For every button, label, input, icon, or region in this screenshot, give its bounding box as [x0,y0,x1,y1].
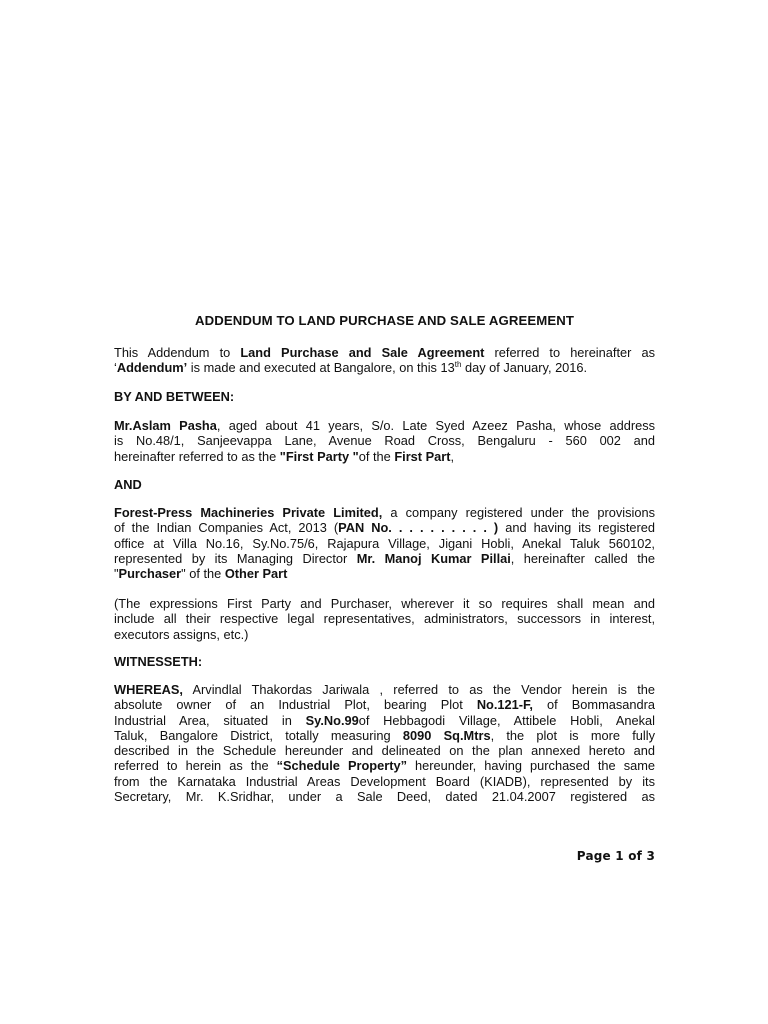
whereas-line-8: Secretary, Mr. K.Sridhar, under a Sale Deed, dated 21.04.2007 registered as [114,789,655,805]
witnesseth-heading: WITNESSETH: [114,654,203,669]
second-party-line-4: represented by its Managing Director Mr. Manoj Kumar Pillai, hereinafter called the [114,550,655,566]
document-page [114,0,655,1024]
by-and-between-heading: BY AND BETWEEN: [114,389,235,404]
first-party-line-3: hereinafter referred to as the "First Party "of the First Part, [114,448,455,464]
second-party-paragraph [114,505,655,581]
intro-line-1: This Addendum to Land Purchase and Sale Agreement referred to hereinafter as [114,345,655,360]
first-party-line-1: Mr.Aslam Pasha, aged about 41 years, S/o. Late Syed Azeez Pasha, whose address [114,418,655,433]
second-party-line-2: of the Indian Companies Act, 2013 (PAN No. . . . . . . . . . ) and having its registered [114,520,655,536]
intro-paragraph [114,345,655,376]
expressions-paragraph [114,596,655,642]
page-number: Page 1 of 3 [576,849,655,863]
whereas-line-5: described in the Schedule hereunder and delineated on the plan annexed hereto and [114,743,655,759]
whereas-line-2: absolute owner of an Industrial Plot, bearing Plot No.121-F, of Bommasandra [114,697,655,713]
expressions-line-3: executors assigns, etc.) [114,626,249,642]
second-party-line-3: office at Villa No.16, Sy.No.75/6, Rajapura Village, Jigani Hobli, Anekal Taluk 560102, [114,535,655,551]
whereas-line-7: from the Karnataka Industrial Areas Development Board (KIADB), represented by its [114,773,655,789]
second-party-line-5: "Purchaser" of the Other Part [114,566,288,582]
first-party-line-2: is No.48/1, Sanjeevappa Lane, Avenue Road Cross, Bengaluru - 560 002 and [114,433,655,449]
expressions-line-1: (The expressions First Party and Purchaser, wherever it so requires shall mean and [114,596,655,611]
whereas-paragraph [114,682,655,804]
whereas-line-1: WHEREAS, Arvindlal Thakordas Jariwala , referred to as the Vendor herein is the [114,682,655,697]
first-party-paragraph [114,418,655,464]
whereas-line-3: Industrial Area, situated in Sy.No.99of Hebbagodi Village, Attibele Hobli, Anekal [114,712,655,728]
and-heading: AND [114,477,142,492]
whereas-line-6: referred to herein as the “Schedule Property” hereunder, having purchased the same [114,758,655,774]
document-title: ADDENDUM TO LAND PURCHASE AND SALE AGREEMENT [194,313,575,328]
whereas-line-4: Taluk, Bangalore District, totally measuring 8090 Sq.Mtrs, the plot is more fully [114,727,655,743]
second-party-line-1: Forest-Press Machineries Private Limited, a company registered under the provisions [114,505,655,520]
expressions-line-2: include all their respective legal representatives, administrators, successors in interest, [114,611,655,627]
intro-line-2: ‘Addendum’ is made and executed at Bangalore, on this 13th day of January, 2016. [114,360,588,376]
